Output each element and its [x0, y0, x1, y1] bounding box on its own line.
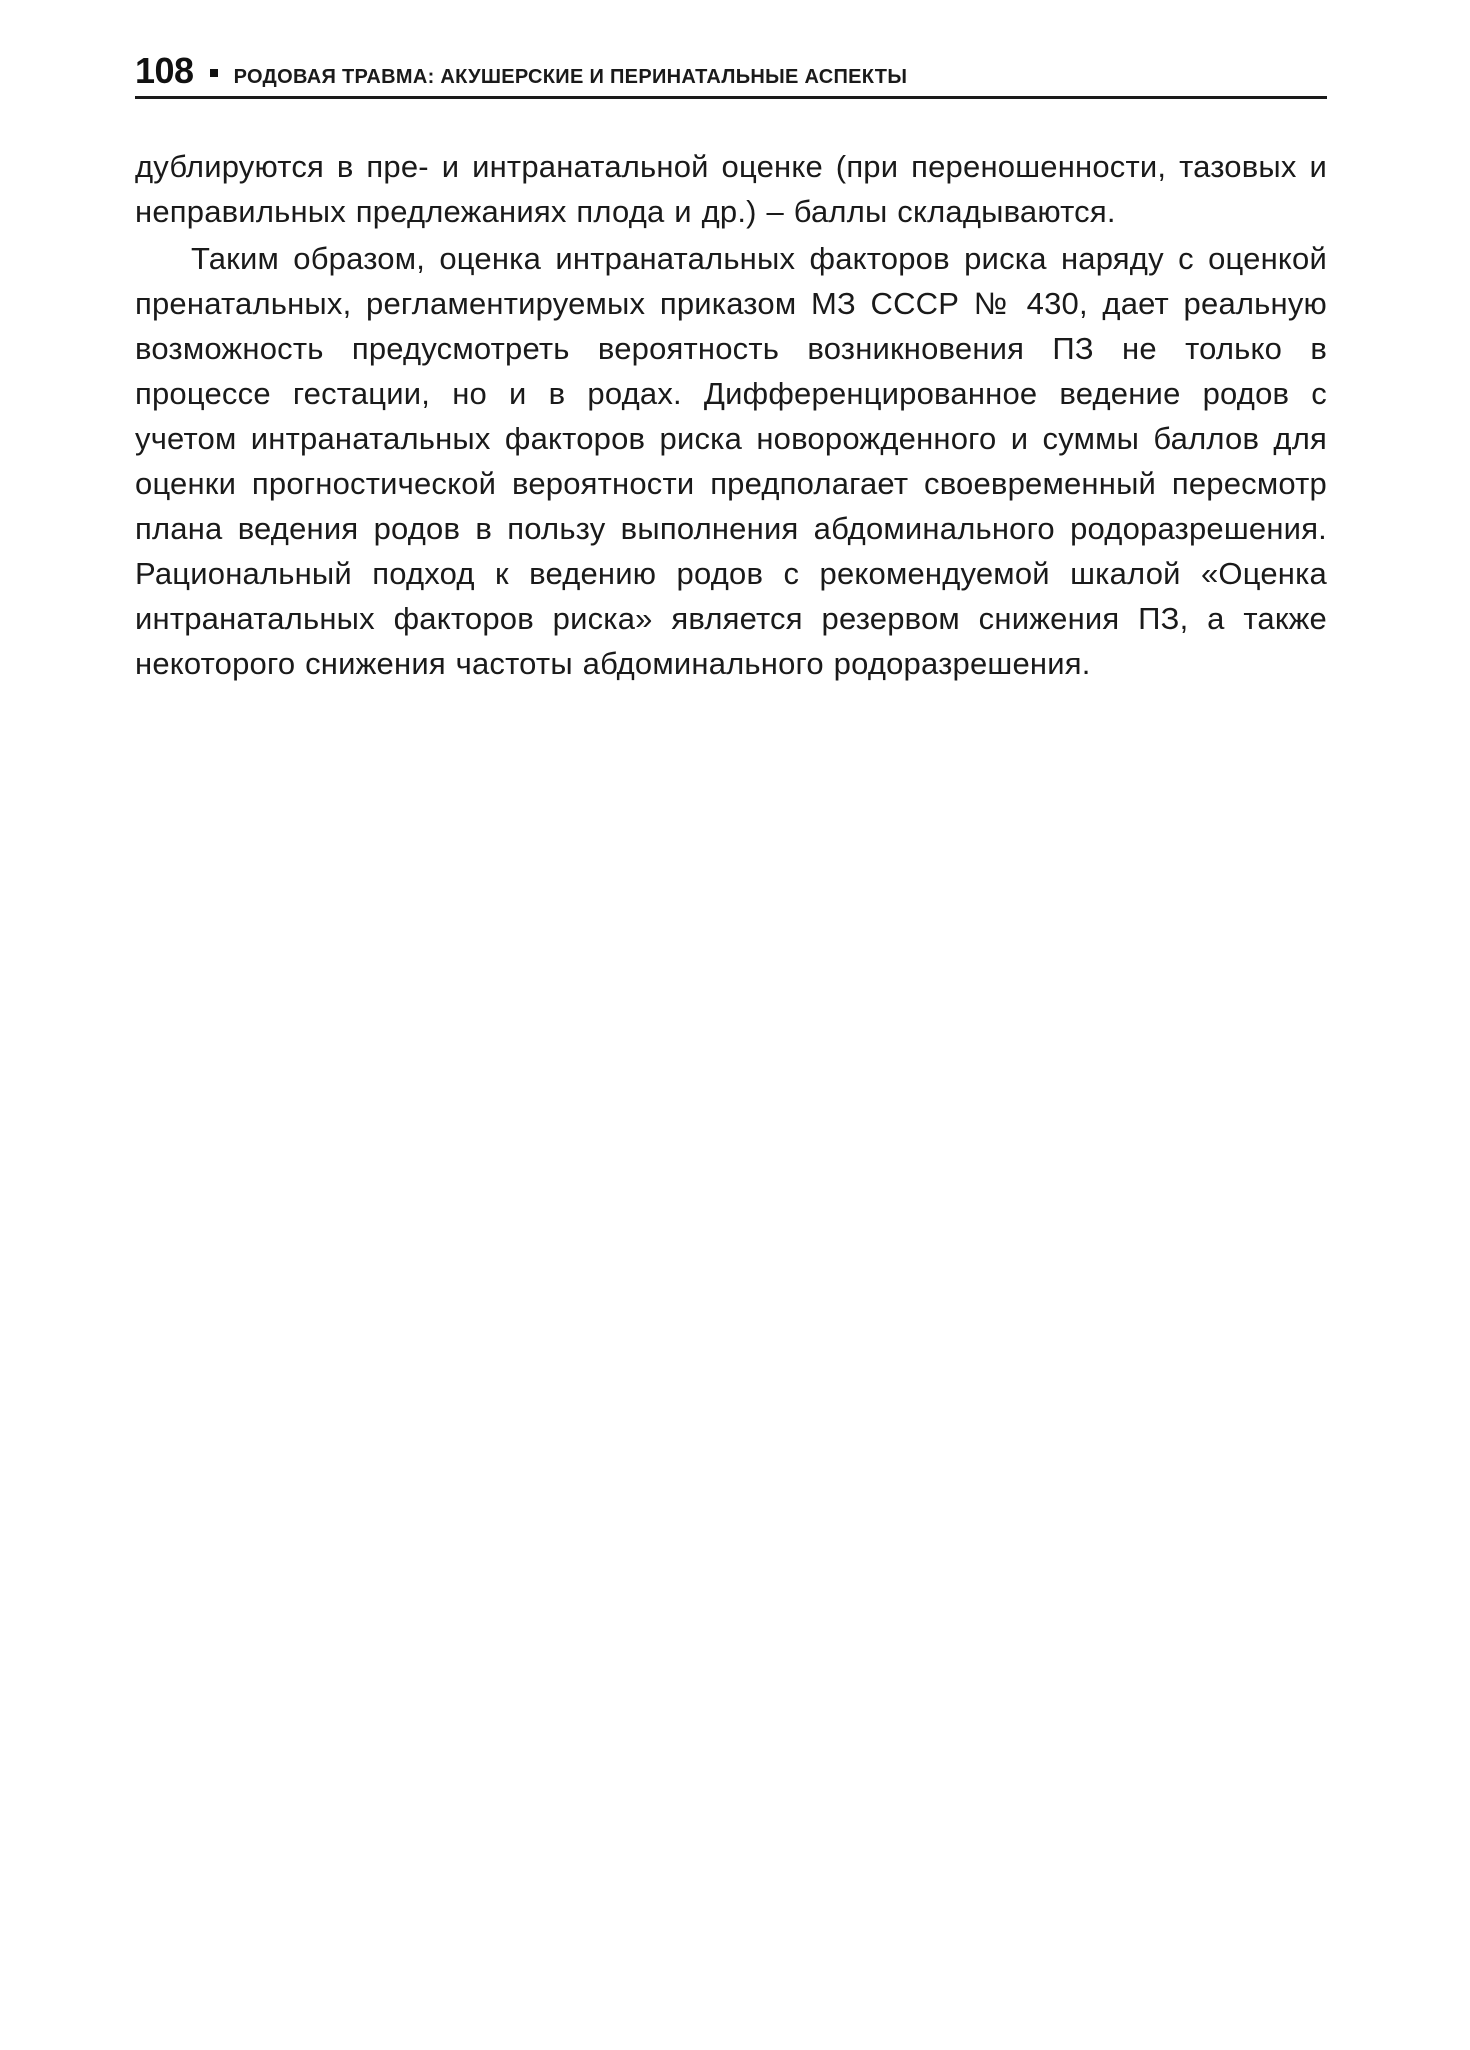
running-header — [135, 46, 1327, 99]
bullet-separator — [210, 69, 218, 77]
body-text — [135, 144, 1327, 686]
paragraph-continuation: дублируются в пре- и интранатальной оценке (при переношенности, тазовых и неправильных предлежаниях плода и др.) – баллы складываются. — [135, 149, 1327, 229]
page-number: 108 — [135, 50, 194, 91]
running-title: РОДОВАЯ ТРАВМА: АКУШЕРСКИЕ И ПЕРИНАТАЛЬНЫЕ АСПЕКТЫ — [233, 66, 908, 88]
paragraph-conclusion: Таким образом, оценка интранатальных факторов риска наряду с оценкой пренатальных, регламентируемых приказом МЗ СССР № 430, дает реальную возможность предусмотреть вероятность возникновения ПЗ не только в процессе гестации, но и в родах. Дифференцированное ведение родов с учетом интранатальных факторов риска новорожденного и суммы баллов для оценки прогностической вероятности предполагает своевременный пересмотр плана ведения родов в пользу выполнения абдоминального родоразрешения. Рациональный подход к ведению родов с рекомендуемой шкалой «Оценка интранатальных факторов риска» является резервом снижения ПЗ, а также некоторого снижения частоты абдоминального родоразрешения. — [135, 241, 1327, 681]
